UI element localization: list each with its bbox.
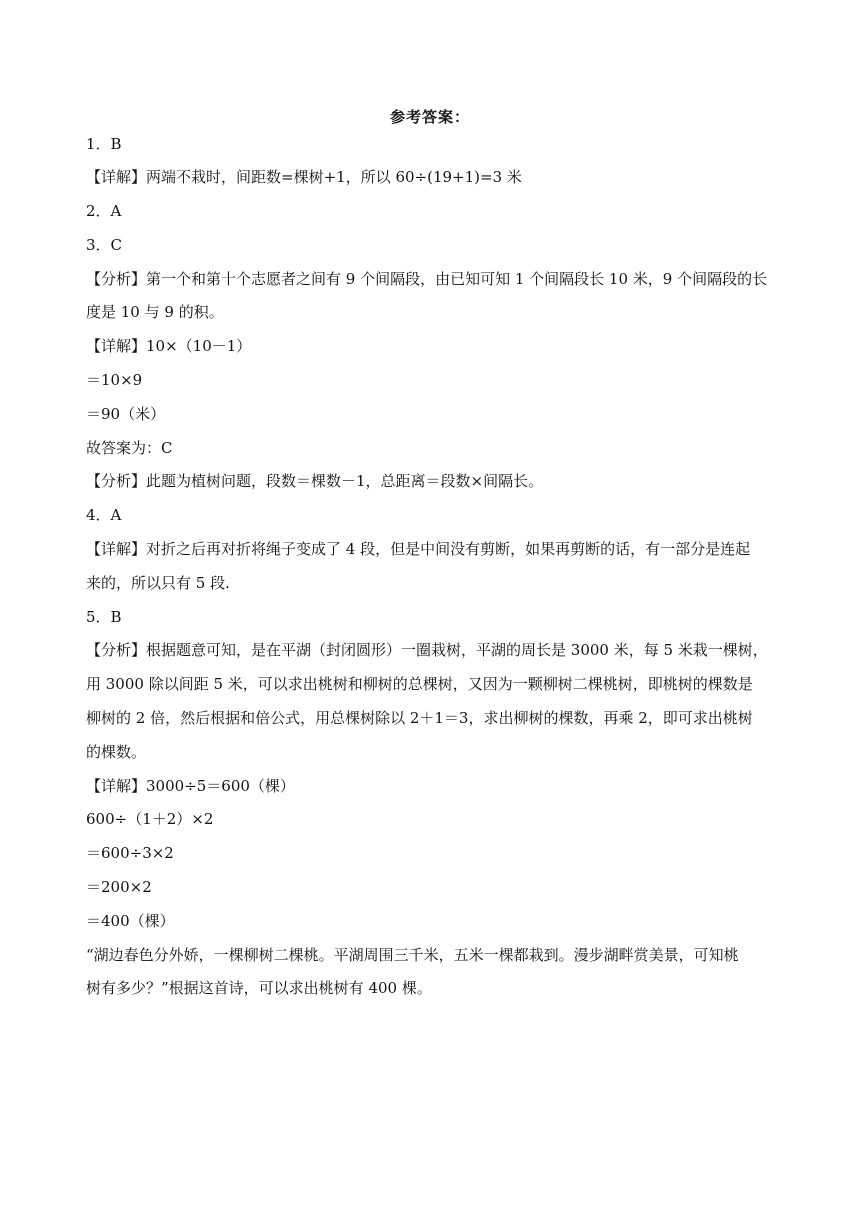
- answer-line: 【分析】此题为植树问题，段数＝棵数－1，总距离＝段数×间隔长。: [86, 472, 544, 490]
- answer-line: 用 3000 除以间距 5 米，可以求出桃树和柳树的总棵树，又因为一颗柳树二棵桃树，即桃树的棵数是: [86, 675, 753, 693]
- answer-line: 5．B: [86, 608, 122, 626]
- answer-line: 4．A: [86, 506, 122, 524]
- answer-line: 的棵数。: [86, 743, 147, 761]
- answer-title: 参考答案：: [389, 108, 470, 126]
- answer-line: 【分析】根据题意可知，是在平湖（封闭圆形）一圈栽树，平湖的周长是 3000 米，每 5 米栽一棵树，: [86, 641, 768, 659]
- answer-line: 来的，所以只有 5 段.: [86, 574, 230, 592]
- answer-line: ＝10×9: [86, 371, 143, 389]
- answer-line: 故答案为：C: [86, 439, 173, 457]
- answer-line: ＝400（棵）: [86, 912, 175, 930]
- answer-line: 树有多少？”根据这首诗，可以求出桃树有 400 棵。: [86, 979, 432, 997]
- answer-line: 【详解】对折之后再对折将绳子变成了 4 段，但是中间没有剪断，如果再剪断的话，有一部分是连起: [86, 540, 751, 558]
- answer-line: ＝200×2: [86, 878, 152, 896]
- answer-line: 度是 10 与 9 的积。: [86, 303, 224, 321]
- answer-line: 【分析】第一个和第十个志愿者之间有 9 个间隔段，由已知可知 1 个间隔段长 10 米，9 个间隔段的长: [86, 270, 768, 288]
- answer-line: “湖边春色分外娇，一棵柳树二棵桃。平湖周围三千米，五米一棵都栽到。漫步湖畔赏美景，可知桃: [86, 946, 739, 964]
- answer-line: 600÷（1＋2）×2: [86, 810, 214, 828]
- answer-line: ＝90（米）: [86, 405, 166, 423]
- answer-line: 1．B: [86, 135, 122, 153]
- answer-line: ＝600÷3×2: [86, 844, 174, 862]
- answer-line: 【详解】3000÷5＝600（棵）: [86, 777, 295, 795]
- answer-line: 2．A: [86, 202, 122, 220]
- answer-line: 【详解】两端不栽时，间距数=棵树+1，所以 60÷(19+1)=3 米: [86, 168, 522, 186]
- answer-line: 柳树的 2 倍，然后根据和倍公式，用总棵树除以 2＋1＝3，求出柳树的棵数，再乘 2，即可求出桃树: [86, 709, 753, 727]
- answer-line: 【详解】10×（10－1）: [86, 337, 252, 355]
- answer-line: 3．C: [86, 236, 123, 254]
